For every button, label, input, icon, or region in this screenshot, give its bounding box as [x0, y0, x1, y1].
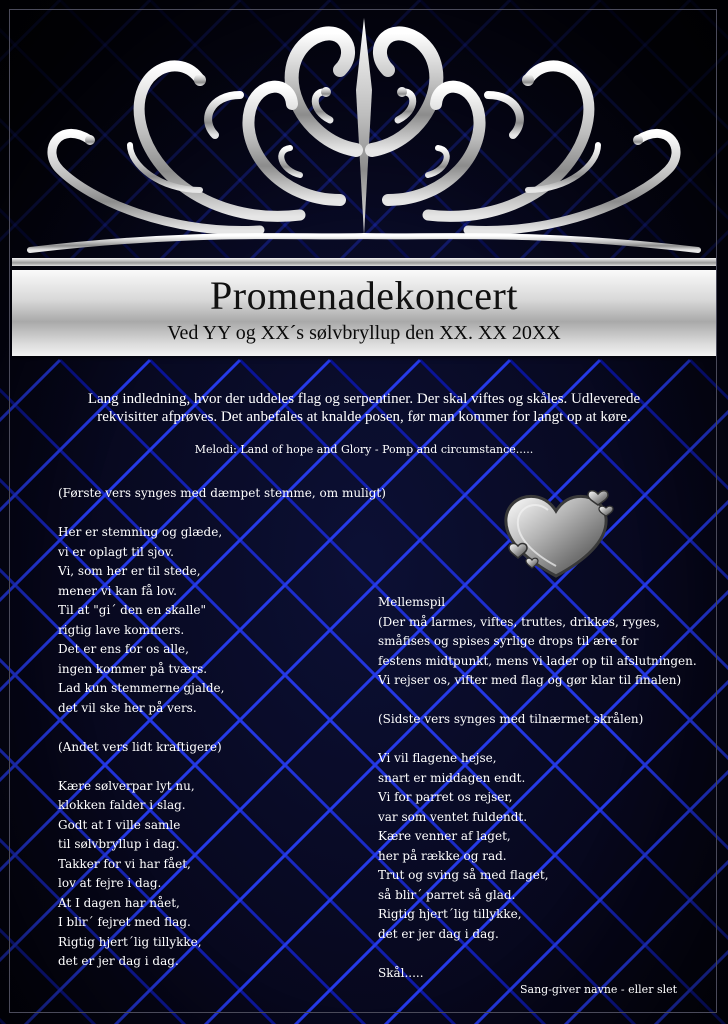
lyric-line: småfises og spises syrlige drops til ære for — [378, 634, 639, 648]
lyric-line: Mellemspil — [378, 595, 446, 609]
intro-line: rekvisitter afprøves. Det anbefales at knalde posen, før man kommer for langt op at køre. — [97, 409, 631, 425]
lyric-line: I blir´ fejret med flag. — [58, 915, 191, 929]
lyric-line: Rigtig hjert´lig tillykke, — [378, 907, 522, 921]
lyric-line: Kære venner af laget, — [378, 829, 511, 843]
lyric-line: festens midtpunkt, mens vi lader op til afslutningen. — [378, 653, 697, 668]
lyric-line: (Der må larmes, viftes, truttes, drikkes, ryges, — [378, 614, 660, 629]
lyric-line: vi er oplagt til sjov. — [58, 544, 174, 559]
lyric-line — [378, 730, 697, 750]
intro-paragraph — [60, 390, 668, 426]
intro-line: Lang indledning, hvor der uddeles flag og serpentiner. Der skal viftes og skåles. Udleverede — [87, 391, 641, 407]
lyric-line: Trut og sving så med flaget, — [378, 868, 549, 882]
lyric-line: rigtig lave kommers. — [58, 622, 185, 637]
lyric-line — [58, 718, 386, 738]
lyric-line: Vi vil flagene hejse, — [378, 751, 497, 765]
page-subtitle: Ved YY og XX´s sølvbryllup den XX. XX 20XX — [167, 322, 561, 344]
lyric-line: det er jer dag i dag. — [378, 926, 499, 941]
lyric-line: Vi rejser os, vifter med flag og gør klar til finalen) — [378, 673, 682, 687]
banner-top-stripe — [12, 258, 716, 266]
lyric-line: Rigtig hjert´lig tillykke, — [58, 934, 202, 949]
silver-flourish-ornament — [0, 0, 728, 260]
lyric-line: Skål..... — [378, 965, 424, 980]
lyric-line: Her er stemning og glæde, — [58, 525, 223, 539]
silver-heart-icon — [498, 486, 620, 586]
lyric-line: mener vi kan få lov. — [58, 583, 177, 598]
lyric-line: klokken falder i slag. — [58, 798, 186, 812]
lyric-line: Kære sølverpar lyt nu, — [58, 778, 195, 793]
signoff-text: Sang-giver navne - eller slet — [520, 983, 678, 996]
right-lyrics-column — [378, 593, 697, 983]
lyric-line: Takker for vi har fået, — [58, 856, 191, 871]
lyric-line: Det er ens for os alle, — [58, 642, 189, 656]
melody-line: Melodi: Land of hope and Glory - Pomp and circumstance..... — [194, 443, 534, 456]
lyric-line: Godt at I ville samle — [58, 817, 181, 832]
lyric-line: så blir´ parret så glad. — [378, 887, 516, 902]
lyric-line: (Første vers synges med dæmpet stemme, om muligt) — [58, 486, 386, 500]
lyric-line — [58, 504, 386, 524]
lyric-line: Lad kun stemmerne gjalde, — [58, 681, 225, 695]
lyric-line: (Sidste vers synges med tilnærmet skrålen) — [378, 712, 644, 726]
lyric-line: ingen kommer på tværs. — [58, 661, 208, 676]
lyric-line: her på række og rad. — [378, 848, 507, 863]
lyric-line: (Andet vers lidt kraftigere) — [58, 739, 222, 754]
title-banner — [12, 270, 716, 356]
lyric-line: det vil ske her på vers. — [58, 700, 197, 715]
left-lyrics-column — [58, 484, 386, 972]
lyric-line: det er jer dag i dag. — [58, 954, 179, 968]
lyric-line: til sølvbryllup i dag. — [58, 837, 180, 851]
lyric-line: lov at fejre i dag. — [58, 876, 162, 890]
lyric-line: Vi, som her er til stede, — [58, 564, 201, 578]
lyric-line — [378, 691, 697, 711]
lyric-line — [378, 944, 697, 964]
lyric-line: Til at "gi´ den en skalle" — [58, 603, 206, 617]
lyric-line: var som ventet fuldendt. — [378, 809, 528, 824]
page-title: Promenadekoncert — [210, 273, 518, 318]
lyric-line — [58, 757, 386, 777]
lyric-line: Vi for parret os rejser, — [378, 790, 513, 804]
lyric-line: snart er middagen endt. — [378, 770, 526, 785]
lyric-line: At I dagen har nået, — [58, 895, 180, 910]
